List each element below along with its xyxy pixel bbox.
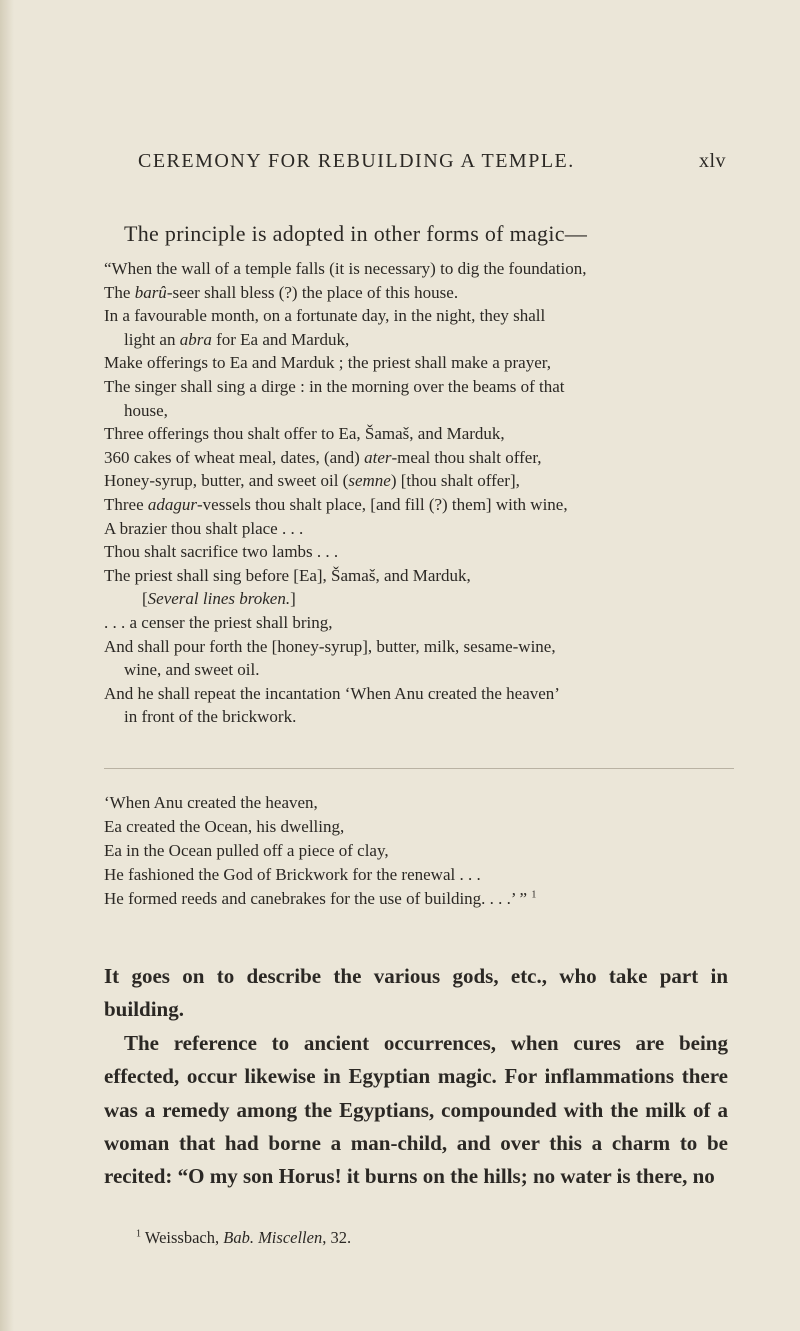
quote-line: in front of the brickwork.: [124, 707, 297, 727]
quote-line: The singer shall sing a dirge : in the morning over the beams of that: [104, 376, 565, 396]
quote-line: wine, and sweet oil.: [124, 660, 260, 680]
quote-line: [Several lines broken.]: [142, 589, 296, 609]
section-divider: [104, 768, 734, 769]
running-title: CEREMONY FOR REBUILDING A TEMPLE.: [138, 150, 575, 172]
paragraph: The reference to ancient occurrences, when cures are being effected, occur likewise in Egyptian magic. For inflammations there was a remedy among the Egyptians, compounded with the milk of a woman that had borne a man-child, and over this a charm to be recited: “O my son Horus! it burns on the hills; no water is there, no: [104, 1030, 728, 1189]
footnote: $^1$ Weissbach, Bab. Miscellen, 32.: [136, 1228, 352, 1247]
verse-line: Ea in the Ocean pulled off a piece of clay,: [104, 841, 389, 860]
page-fold-shadow: [0, 0, 14, 1331]
incantation-verse: [104, 791, 744, 911]
verse-line: He fashioned the God of Brickwork for the renewal . . .: [104, 865, 481, 884]
running-header: [138, 150, 726, 173]
verse-line: He formed reeds and canebrakes for the use of building. . . .’ ” $^1$: [104, 889, 537, 908]
paragraph: It goes on to describe the various gods, etc., who take part in building.: [104, 964, 728, 1022]
quote-line: Three adagur-vessels thou shalt place, [and fill (?) them] with wine,: [104, 494, 568, 514]
quote-line: In a favourable month, on a fortunate day, in the night, they shall: [104, 306, 546, 326]
intro-line: The principle is adopted in other forms of magic—: [124, 221, 588, 246]
quote-line: house,: [124, 400, 168, 420]
footnote-marker: 1: [136, 1228, 141, 1240]
quote-line: Thou shalt sacrifice two lambs . . .: [104, 542, 339, 562]
page-number: xlv: [698, 150, 726, 172]
quote-line: Three offerings thou shalt offer to Ea, Šamaš, and Marduk,: [104, 424, 505, 444]
quote-line: And he shall repeat the incantation ‘When Anu created the heaven’: [104, 683, 560, 703]
quote-line: “When the wall of a temple falls (it is necessary) to dig the foundation,: [104, 259, 587, 278]
verse-line: Ea created the Ocean, his dwelling,: [104, 817, 345, 836]
verse-line: ‘When Anu created the heaven,: [104, 793, 318, 812]
quote-line: . . . a censer the priest shall bring,: [104, 612, 333, 632]
quote-line: A brazier thou shalt place . . .: [104, 518, 304, 538]
quote-line: And shall pour forth the [honey-syrup], butter, milk, sesame-wine,: [104, 636, 556, 656]
quote-line: The priest shall sing before [Ea], Šamaš, and Marduk,: [104, 565, 471, 585]
footnote-reference[interactable]: 1: [531, 889, 537, 901]
quoted-ritual-text: [104, 257, 744, 729]
quote-line: 360 cakes of wheat meal, dates, (and) ater-meal thou shalt offer,: [104, 447, 542, 467]
quote-line: light an abra for Ea and Marduk,: [124, 329, 350, 349]
quote-line: Honey-syrup, butter, and sweet oil (semne) [thou shalt offer],: [104, 471, 520, 491]
quote-line: Make offerings to Ea and Marduk ; the priest shall make a prayer,: [104, 353, 551, 373]
quote-line: The barû-seer shall bless (?) the place of this house.: [104, 282, 459, 302]
body-text: [104, 960, 728, 1194]
